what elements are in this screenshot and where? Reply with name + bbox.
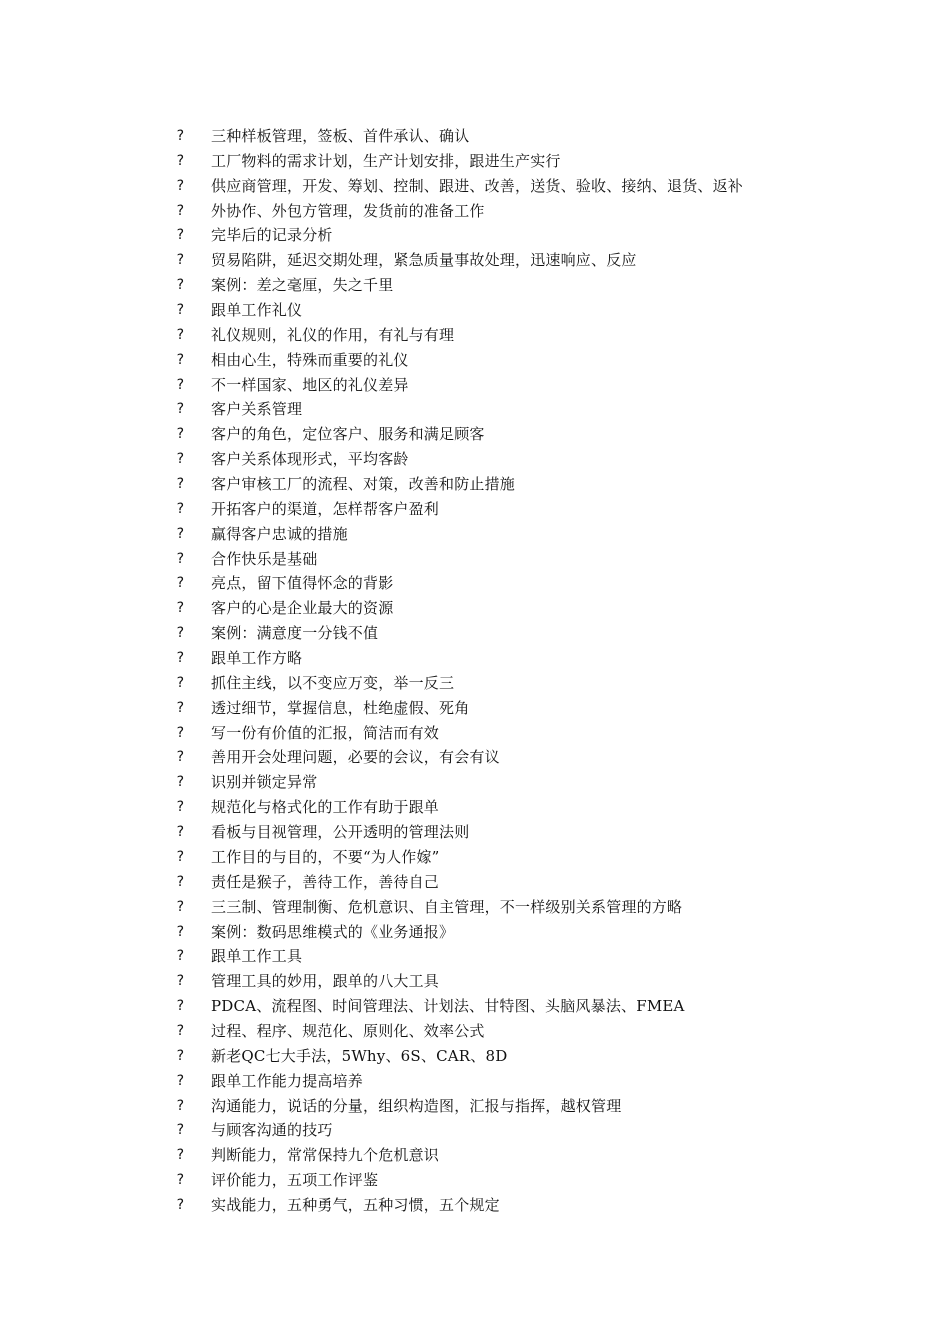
- list-item-text: 开拓客户的渠道，怎样帮客户盈利: [211, 499, 440, 518]
- list-item-text: 判断能力，常常保持九个危机意识: [211, 1146, 440, 1165]
- bullet-marker: ?: [176, 1196, 185, 1213]
- list-item: [176, 870, 916, 895]
- bullet-marker: ?: [176, 848, 185, 865]
- bullet-marker: ?: [176, 898, 185, 915]
- list-item-text: 新老QC七大手法，5Why、6S、CAR、8D: [211, 1046, 508, 1065]
- list-item-text: 三三制、管理制衡、危机意识、自主管理，不一样级别关系管理的方略: [211, 897, 683, 916]
- bullet-marker: ?: [176, 1172, 185, 1189]
- bullet-marker: ?: [176, 202, 185, 219]
- list-item-text: 外协作、外包方管理，发货前的准备工作: [211, 201, 485, 220]
- list-item: [176, 671, 916, 696]
- list-item: [176, 845, 916, 870]
- bullet-marker: ?: [176, 252, 185, 269]
- list-item: [176, 1019, 916, 1044]
- list-item: [176, 174, 916, 199]
- list-item: [176, 522, 916, 547]
- list-item: [176, 920, 916, 945]
- bullet-marker: ?: [176, 1122, 185, 1139]
- list-item-text: 跟单工作礼仪: [211, 301, 303, 320]
- list-item-text: 相由心生，特殊而重要的礼仪: [211, 350, 409, 369]
- list-item: [176, 944, 916, 969]
- list-item-text: 案例：数码思维模式的《业务通报》: [211, 922, 455, 941]
- list-item: [176, 820, 916, 845]
- list-item: [176, 124, 916, 149]
- list-item: [176, 1143, 916, 1168]
- bullet-marker: ?: [176, 476, 185, 493]
- list-item-text: 完毕后的记录分析: [211, 226, 333, 245]
- list-item-text: 透过细节，掌握信息，杜绝虚假、死角: [211, 698, 470, 717]
- list-item: [176, 1168, 916, 1193]
- bullet-marker: ?: [176, 426, 185, 443]
- bullet-marker: ?: [176, 923, 185, 940]
- bullet-marker: ?: [176, 1047, 185, 1064]
- list-item: [176, 497, 916, 522]
- list-item-text: 工厂物料的需求计划，生产计划安排，跟进生产实行: [211, 151, 561, 170]
- bullet-marker: ?: [176, 1097, 185, 1114]
- list-item: [176, 646, 916, 671]
- bullet-list: [176, 124, 916, 1218]
- list-item: [176, 323, 916, 348]
- list-item-text: 跟单工作工具: [211, 947, 303, 966]
- bullet-marker: ?: [176, 749, 185, 766]
- bullet-marker: ?: [176, 1147, 185, 1164]
- bullet-marker: ?: [176, 724, 185, 741]
- list-item: [176, 1069, 916, 1094]
- bullet-marker: ?: [176, 401, 185, 418]
- list-item: [176, 895, 916, 920]
- list-item-text: 案例：差之毫厘，失之千里: [211, 276, 394, 295]
- bullet-marker: ?: [176, 302, 185, 319]
- bullet-marker: ?: [176, 824, 185, 841]
- list-item: [176, 621, 916, 646]
- bullet-marker: ?: [176, 525, 185, 542]
- bullet-marker: ?: [176, 550, 185, 567]
- list-item: [176, 199, 916, 224]
- list-item-text: 管理工具的妙用，跟单的八大工具: [211, 972, 440, 991]
- bullet-marker: ?: [176, 1072, 185, 1089]
- list-item-text: 礼仪规则，礼仪的作用，有礼与有理: [211, 325, 455, 344]
- bullet-marker: ?: [176, 451, 185, 468]
- bullet-marker: ?: [176, 177, 185, 194]
- bullet-marker: ?: [176, 674, 185, 691]
- list-item: [176, 1044, 916, 1069]
- bullet-marker: ?: [176, 500, 185, 517]
- list-item-text: 供应商管理，开发、筹划、控制、跟进、改善，送货、验收、接纳、退货、返补: [211, 176, 744, 195]
- list-item: [176, 696, 916, 721]
- list-item: [176, 795, 916, 820]
- list-item: [176, 596, 916, 621]
- list-item-text: 跟单工作能力提高培养: [211, 1071, 364, 1090]
- list-item: [176, 571, 916, 596]
- bullet-marker: ?: [176, 948, 185, 965]
- bullet-marker: ?: [176, 998, 185, 1015]
- list-item: [176, 273, 916, 298]
- bullet-marker: ?: [176, 575, 185, 592]
- list-item: [176, 397, 916, 422]
- list-item: [176, 721, 916, 746]
- list-item-text: 合作快乐是基础: [211, 549, 318, 568]
- bullet-marker: ?: [176, 873, 185, 890]
- list-item-text: PDCA、流程图、时间管理法、计划法、甘特图、头脑风暴法、FMEA: [211, 997, 685, 1016]
- list-item: [176, 770, 916, 795]
- bullet-marker: ?: [176, 774, 185, 791]
- list-item: [176, 1193, 916, 1218]
- list-item: [176, 472, 916, 497]
- list-item-text: 客户审核工厂的流程、对策，改善和防止措施: [211, 475, 516, 494]
- list-item-text: 跟单工作方略: [211, 649, 303, 668]
- list-item-text: 客户关系体现形式，平均客龄: [211, 450, 409, 469]
- list-item: [176, 373, 916, 398]
- list-item: [176, 348, 916, 373]
- list-item: [176, 248, 916, 273]
- list-item-text: 责任是猴子，善待工作，善待自己: [211, 872, 440, 891]
- list-item-text: 贸易陷阱，延迟交期处理，紧急质量事故处理，迅速响应、反应: [211, 251, 637, 270]
- list-item: [176, 422, 916, 447]
- list-item-text: 过程、程序、规范化、原则化、效率公式: [211, 1021, 485, 1040]
- bullet-marker: ?: [176, 1022, 185, 1039]
- list-item-text: 工作目的与目的，不要“为人作嫁”: [211, 847, 440, 866]
- bullet-marker: ?: [176, 600, 185, 617]
- bullet-marker: ?: [176, 326, 185, 343]
- list-item: [176, 298, 916, 323]
- list-item-text: 亮点，留下值得怀念的背影: [211, 574, 394, 593]
- bullet-marker: ?: [176, 376, 185, 393]
- list-item-text: 与顾客沟通的技巧: [211, 1121, 333, 1140]
- list-item-text: 写一份有价值的汇报，简洁而有效: [211, 723, 440, 742]
- list-item-text: 不一样国家、地区的礼仪差异: [211, 375, 409, 394]
- list-item: [176, 149, 916, 174]
- list-item-text: 客户的心是企业最大的资源: [211, 599, 394, 618]
- list-item-text: 案例：满意度一分钱不值: [211, 624, 379, 643]
- list-item: [176, 547, 916, 572]
- bullet-marker: ?: [176, 277, 185, 294]
- bullet-marker: ?: [176, 799, 185, 816]
- bullet-marker: ?: [176, 351, 185, 368]
- bullet-marker: ?: [176, 650, 185, 667]
- list-item-text: 三种样板管理，签板、首件承认、确认: [211, 127, 470, 145]
- list-item: [176, 1118, 916, 1143]
- list-item-text: 客户关系管理: [211, 400, 303, 419]
- bullet-marker: ?: [176, 699, 185, 716]
- list-item-text: 赢得客户忠诚的措施: [211, 524, 348, 543]
- list-item: [176, 1094, 916, 1119]
- bullet-marker: ?: [176, 227, 185, 244]
- list-item-text: 善用开会处理问题，必要的会议，有会有议: [211, 748, 500, 767]
- bullet-marker: ?: [176, 973, 185, 990]
- list-item-text: 评价能力，五项工作评鉴: [211, 1171, 379, 1190]
- bullet-marker: ?: [176, 128, 185, 144]
- list-item: [176, 994, 916, 1019]
- list-item: [176, 969, 916, 994]
- list-item-text: 抓住主线，以不变应万变，举一反三: [211, 673, 455, 692]
- list-item-text: 规范化与格式化的工作有助于跟单: [211, 798, 440, 817]
- list-item: [176, 223, 916, 248]
- bullet-marker: ?: [176, 152, 185, 169]
- list-item-text: 沟通能力，说话的分量，组织构造图，汇报与指挥，越权管理: [211, 1096, 622, 1115]
- list-item-text: 实战能力，五种勇气，五种习惯，五个规定: [211, 1195, 500, 1214]
- list-item-text: 看板与目视管理，公开透明的管理法则: [211, 823, 470, 842]
- list-item-text: 识别并锁定异常: [211, 773, 318, 792]
- list-item: [176, 447, 916, 472]
- list-item: [176, 745, 916, 770]
- list-item-text: 客户的角色，定位客户、服务和满足顾客: [211, 425, 485, 444]
- bullet-marker: ?: [176, 625, 185, 642]
